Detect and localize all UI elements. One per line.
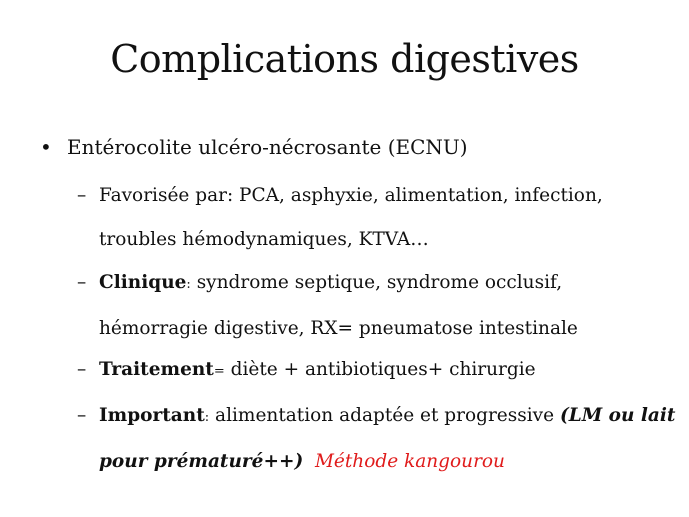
dash-icon: – [77, 272, 87, 293]
italic-note: (LM ou lait [559, 405, 676, 426]
sub-item-text: syndrome septique, syndrome occlusif, [190, 272, 563, 293]
separator: = [213, 364, 225, 379]
bullet-dot-icon: • [40, 135, 52, 159]
separator: : [186, 277, 191, 292]
sub-item-text: diète + antibiotiques+ chirurgie [224, 359, 536, 380]
keyword-important: Important [99, 405, 205, 426]
dash-icon: – [77, 405, 87, 426]
keyword-clinique: Clinique [99, 272, 187, 293]
italic-note: pour prématuré++) [99, 451, 304, 472]
sub-item-line: hémorragie digestive, RX= pneumatose intestinale [99, 318, 578, 339]
separator: : [204, 410, 210, 425]
sub-item-line: troubles hémodynamiques, KTVA… [99, 229, 429, 250]
slide-title: Complications digestives [110, 37, 579, 81]
sub-item-line: Favorisée par: PCA, asphyxie, alimentation, infection, [99, 185, 603, 206]
dash-icon: – [77, 359, 87, 380]
sub-item-text: alimentation adaptée et progressive [209, 405, 560, 426]
kangourou-highlight: Méthode kangourou [314, 451, 505, 472]
keyword-traitement: Traitement [99, 359, 214, 380]
main-bullet-text: Entérocolite ulcéro-nécrosante (ECNU) [67, 135, 468, 159]
dash-icon: – [77, 185, 87, 206]
